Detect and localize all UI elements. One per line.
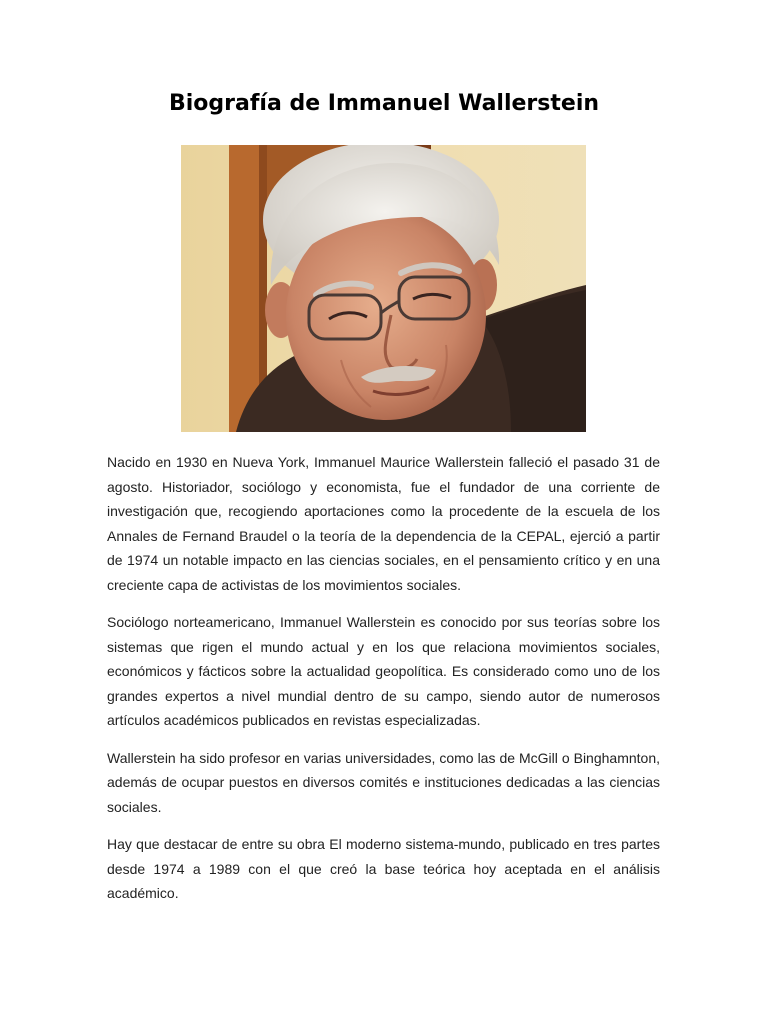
paragraph-2: Sociólogo norteamericano, Immanuel Wallerstein es conocido por sus teorías sobre los sistemas que rigen el mundo actual y en los que relaciona movimientos sociales, económicos y fácticos sobre la actualidad geopolítica. Es considerado como uno de los grandes expertos a nivel mundial dentro de su campo, siendo autor de numerosos artículos académicos publicados en revistas especializadas. (107, 614, 660, 728)
biography-text (107, 450, 660, 919)
paragraph-1: Nacido en 1930 en Nueva York, Immanuel Maurice Wallerstein falleció el pasado 31 de agosto. Historiador, sociólogo y economista, fue el fundador de una corriente de investigación que, recogiendo aportaciones como la procedente de la escuela de los Annales de Fernand Braudel o la teoría de la dependencia de la CEPAL, ejerció a partir de 1974 un notable impacto en las ciencias sociales, en el pensamiento crítico y en una creciente capa de activistas de los movimientos sociales. (107, 454, 660, 593)
paragraph-4: Hay que destacar de entre su obra El moderno sistema-mundo, publicado en tres partes desde 1974 a 1989 con el que creó la base teórica hoy aceptada en el análisis académico. (107, 836, 660, 901)
paragraph-3: Wallerstein ha sido profesor en varias universidades, como las de McGill o Binghamnton, además de ocupar puestos en diversos comités e instituciones dedicadas a las ciencias sociales. (107, 749, 660, 815)
portrait-photo (181, 145, 586, 432)
page-title: Biografía de Immanuel Wallerstein (168, 91, 600, 116)
